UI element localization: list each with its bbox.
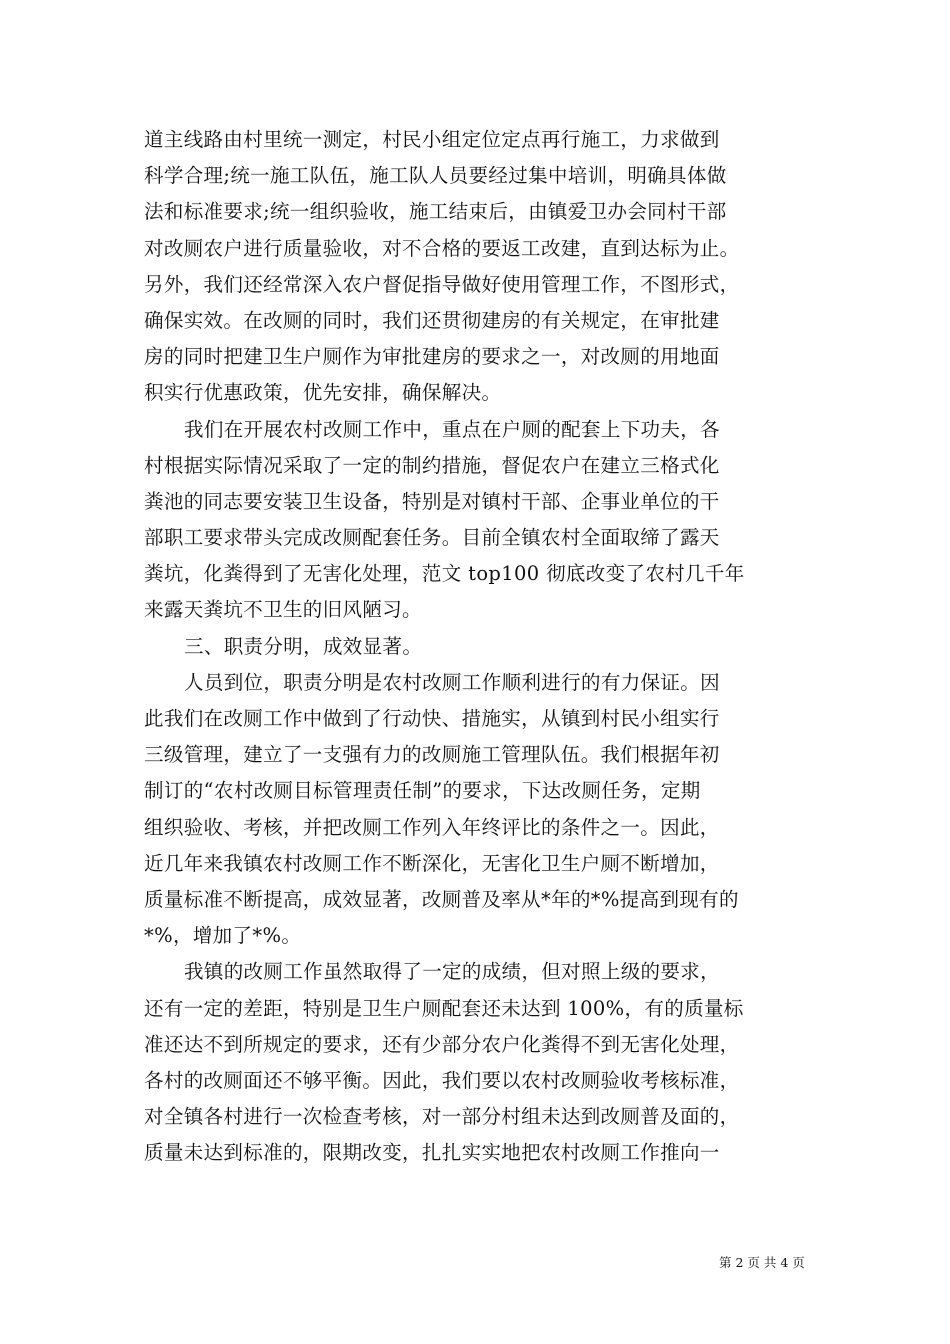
text-line: 法和标准要求;统一组织验收，施工结束后，由镇爱卫办会同村干部 bbox=[144, 200, 727, 224]
text-line: 质量标准不断提高，成效显著，改厕普及率从*年的*%提高到现有的 bbox=[144, 887, 739, 911]
text-line: 对全镇各村进行一次检查考核，对一部分村组未达到改厕普及面的， bbox=[144, 1105, 740, 1129]
text-line: 准还达不到所规定的要求，还有少部分农户化粪得不到无害化处理， bbox=[144, 1032, 740, 1056]
text-line: 道主线路由村里统一测定，村民小组定位定点再行施工，力求做到 bbox=[144, 128, 720, 151]
paragraph-first-line: 我镇的改厕工作虽然取得了一定的成绩，但对照上级的要求， bbox=[184, 960, 720, 984]
text-line: 确保实效。在改厕的同时，我们还贯彻建房的有关规定，在审批建 bbox=[144, 308, 720, 332]
page-footer bbox=[0, 1253, 950, 1273]
text-line: 还有一定的差距，特别是卫生户厕配套还未达到 100%，有的质量标 bbox=[144, 996, 744, 1020]
text-line: 此我们在改厕工作中做到了行动快、措施实，从镇到村民小组实行 bbox=[144, 707, 720, 730]
text-line: 近几年来我镇农村改厕工作不断深化，无害化卫生户厕不断增加， bbox=[144, 851, 720, 875]
text-line: 对改厕农户进行质量验收，对不合格的要返工改建，直到达标为止。 bbox=[144, 236, 740, 260]
document-body bbox=[144, 122, 810, 1171]
text-line: *%，增加了*%。 bbox=[144, 924, 302, 948]
text-line: 粪坑，化粪得到了无害化处理，范文 top100 彻底改变了农村几千年 bbox=[144, 562, 745, 586]
text-line: 科学合理;统一施工队伍，施工队人员要经过集中培训，明确具体做 bbox=[144, 164, 727, 188]
page-number: 第 2 页 共 4 页 bbox=[719, 1255, 805, 1270]
text-line: 制订的“农村改厕目标管理责任制”的要求，下达改厕任务，定期 bbox=[144, 779, 701, 803]
text-line: 部职工要求带头完成改厕配套任务。目前全镇农村全面取缔了露天 bbox=[144, 526, 720, 550]
paragraph-first-line: 人员到位，职责分明是农村改厕工作顺利进行的有力保证。因 bbox=[184, 670, 720, 694]
text-line: 质量未达到标准的，限期改变，扎扎实实地把农村改厕工作推向一 bbox=[144, 1141, 720, 1165]
text-line: 积实行优惠政策，优先安排，确保解决。 bbox=[144, 381, 502, 405]
text-line: 各村的改厕面还不够平衡。因此，我们要以农村改厕验收考核标准， bbox=[144, 1068, 740, 1092]
text-line: 三级管理，建立了一支强有力的改厕施工管理队伍。我们根据年初 bbox=[144, 743, 720, 767]
text-line: 村根据实际情况采取了一定的制约措施，督促农户在建立三格式化 bbox=[144, 453, 720, 477]
text-line: 来露天粪坑不卫生的旧风陋习。 bbox=[144, 598, 422, 622]
text-line: 另外，我们还经常深入农户督促指导做好使用管理工作，不图形式， bbox=[144, 272, 740, 296]
paragraph-first-line: 我们在开展农村改厕工作中，重点在户厕的配套上下功夫，各 bbox=[184, 417, 720, 441]
text-line: 粪池的同志要安装卫生设备，特别是对镇村干部、企事业单位的干 bbox=[144, 489, 720, 513]
section-heading: 三、职责分明，成效显著。 bbox=[184, 634, 423, 658]
text-line: 房的同时把建卫生户厕作为审批建房的要求之一，对改厕的用地面 bbox=[144, 345, 720, 369]
text-line: 组织验收、考核，并把改厕工作列入年终评比的条件之一。因此， bbox=[144, 815, 720, 839]
